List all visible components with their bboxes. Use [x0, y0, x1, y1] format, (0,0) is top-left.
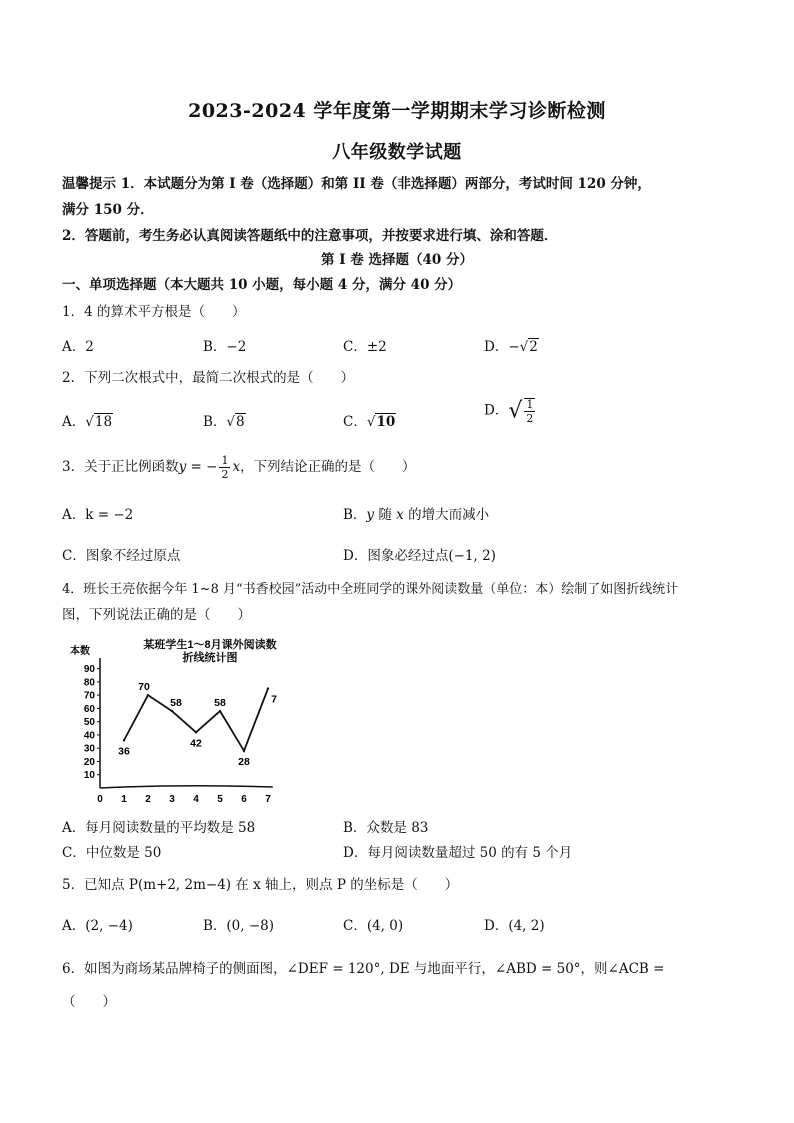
chart-y-tick-label: 60 — [83, 703, 95, 715]
chart-x-tick-label: 5 — [217, 794, 223, 804]
chart-data-label: 28 — [238, 755, 250, 768]
q2-option-d: D．√ $\frac{1}{2}$ — [484, 398, 534, 425]
q5-option-b: B．(0, −8) — [203, 918, 275, 934]
notes-line-1: 温馨提示 1．本试题分为第 I 卷（选择题）和第 II 卷（非选择题）两部分，考试时间 120 分钟， — [62, 176, 651, 192]
chart-y-tick-label: 40 — [83, 730, 95, 742]
exam-subtitle: 八年级数学试题 — [332, 142, 462, 163]
section-heading: 一、单项选择题（本大题共 10 小题，每小题 4 分，满分 40 分） — [62, 277, 462, 293]
chart-x-tick-label: 0 — [97, 794, 103, 804]
chart-y-axis-label: 本数 — [70, 646, 90, 657]
chart-data-point — [219, 710, 221, 712]
notes-line-2: 满分 150 分． — [62, 202, 154, 218]
q4-stem-line-2: 图，下列说法正确的是（ ） — [62, 607, 251, 623]
chart-x-tick-label: 3 — [169, 794, 175, 804]
chart-y-tick-label: 10 — [83, 770, 95, 782]
q2-option-a: A．√18 — [62, 414, 113, 430]
chart-title-line-1: 某班学生1～8月课外阅读数 — [143, 639, 277, 651]
chart-x-tick-label: 7 — [265, 794, 271, 804]
chart-axes — [84, 658, 273, 804]
q5-option-c: C．(4, 0) — [343, 918, 404, 934]
chart-data-point — [123, 739, 125, 741]
q1-stem: 1．4 的算术平方根是（ ） — [62, 304, 246, 320]
chart-data-point — [267, 687, 269, 689]
chart-x-axis — [100, 786, 273, 788]
chart-data-label: 58 — [214, 697, 226, 710]
chart-data-label: 70 — [138, 681, 150, 694]
chart-title-line-2: 折线统计图 — [182, 652, 238, 664]
exam-title: 2023-2024 学年度第一学期期末学习诊断检测 — [188, 100, 606, 122]
chart-data-label: 42 — [190, 737, 202, 750]
chart-x-tick-label: 4 — [193, 794, 199, 804]
chart-y-tick-label: 20 — [83, 756, 95, 768]
chart-x-tick-label: 2 — [145, 794, 151, 804]
sqrt-symbol: √18 — [85, 414, 113, 430]
chart-y-tick-label: 30 — [83, 743, 95, 755]
notes-line-3: 2．答题前，考生务必认真阅读答题纸中的注意事项，并按要求进行填、涂和答题． — [62, 228, 558, 244]
sqrt-symbol: √2 — [519, 339, 538, 355]
q1-option-d: D．−√2 — [484, 339, 538, 355]
reading-line-chart — [62, 632, 292, 804]
q3-stem: 3．关于正比例函数y = − $\frac{1}{2}$ x，下列结论正确的是（ ） — [62, 454, 416, 481]
q1-option-c: C．±2 — [343, 339, 387, 355]
chart-data-point — [171, 710, 173, 712]
q5-stem: 5．已知点 P(m+2, 2m−4) 在 x 轴上，则点 P 的坐标是（ ） — [62, 877, 459, 893]
q3-option-d: D．图象必经过点(−1, 2) — [343, 548, 496, 564]
chart-data-label: 36 — [118, 745, 130, 758]
chart-y-tick-label: 90 — [83, 664, 95, 676]
q4-option-a: A．每月阅读数量的平均数是 58 — [62, 820, 256, 836]
chart-series — [118, 681, 277, 768]
chart-data-point — [195, 731, 197, 733]
chart-y-tick-label: 70 — [83, 690, 95, 702]
q2-stem: 2．下列二次根式中，最简二次根式的是（ ） — [62, 370, 355, 386]
q6-stem: 6．如图为商场某品牌椅子的侧面图，∠DEF = 120°, DE 与地面平行，∠ABD = 50°，则∠ACB = — [62, 961, 665, 977]
q2-option-b: B．√8 — [203, 414, 245, 430]
sqrt-symbol: √10 — [366, 414, 396, 430]
q5-option-a: A．(2, −4) — [62, 918, 133, 934]
chart-data-point — [147, 694, 149, 696]
chart-x-tick-label: 1 — [121, 794, 127, 804]
chart-x-tick-label: 6 — [241, 794, 247, 804]
chart-data-point — [243, 750, 245, 752]
q4-option-b: B．众数是 83 — [343, 820, 429, 836]
q3-option-c: C．图象不经过原点 — [62, 548, 181, 564]
q3-option-a: A．k = −2 — [62, 507, 134, 523]
q1-option-b: B．−2 — [203, 339, 247, 355]
chart-data-label: 58 — [170, 697, 182, 710]
q2-option-c: C．√10 — [343, 414, 396, 430]
chart-data-label: 7 — [271, 693, 277, 706]
q5-option-d: D．(4, 2) — [484, 918, 545, 934]
q6-answer-blank: （ ） — [62, 994, 116, 1010]
q3-option-b: B．y 随 x 的增大而减小 — [343, 507, 490, 523]
sqrt-symbol: √8 — [226, 414, 245, 430]
chart-y-tick-label: 50 — [83, 717, 95, 729]
q4-option-c: C．中位数是 50 — [62, 845, 162, 861]
chart-y-tick-label: 80 — [83, 677, 95, 689]
q4-stem-line-1: 4．班长王亮依据今年 1~8 月“书香校园”活动中全班同学的课外阅读数量（单位：本）绘制了如图折线统计 — [62, 582, 679, 597]
part-title: 第 I 卷 选择题（40 分） — [321, 252, 473, 268]
q1-option-a: A．2 — [62, 339, 94, 355]
sqrt-symbol: √ — [508, 398, 523, 424]
q4-option-d: D．每月阅读数量超过 50 的有 5 个月 — [343, 845, 573, 861]
